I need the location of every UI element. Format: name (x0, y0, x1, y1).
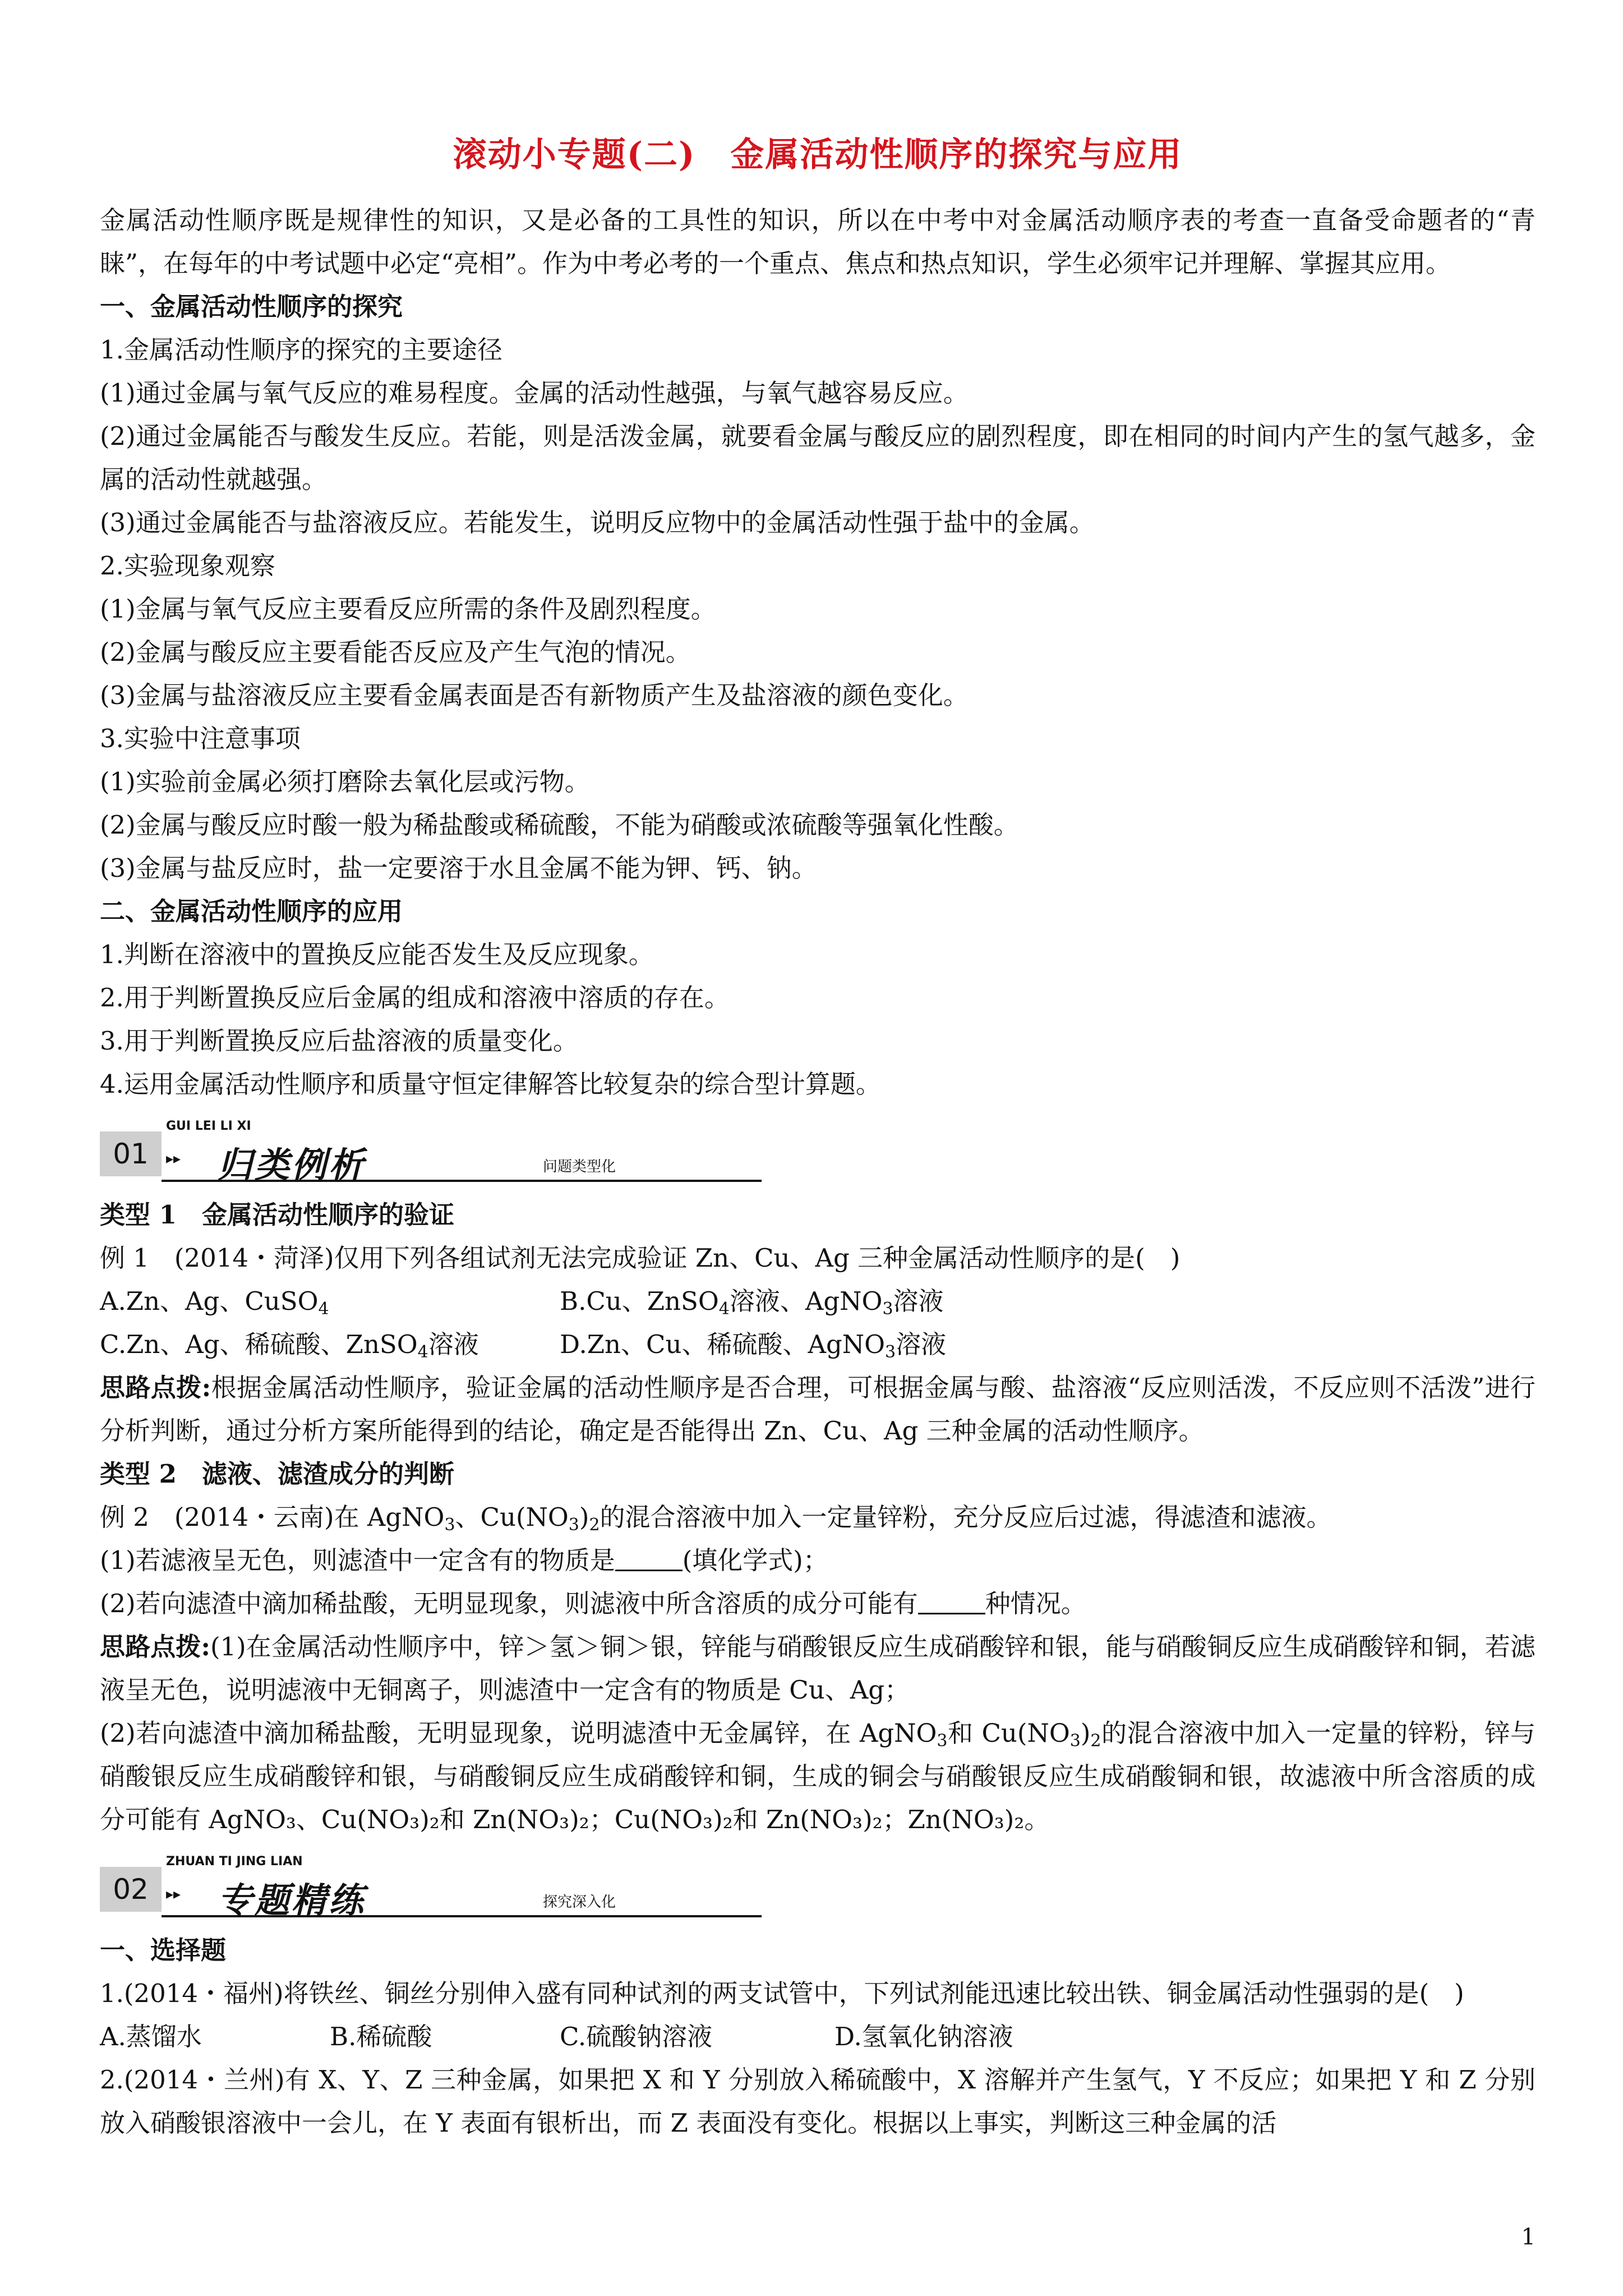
example1-question: 例 1 (2014・菏泽)仅用下列各组试剂无法完成验证 Zn、Cu、Ag 三种金属活动性顺序的是( ) (100, 1243, 1181, 1273)
practice-heading: 一、选择题 (100, 1935, 227, 1965)
example1-options-row2 (100, 1323, 1536, 1366)
page-title: 滚动小专题(二) 金属活动性顺序的探究与应用 (453, 135, 1183, 174)
intro-paragraph: 金属活动性顺序既是规律性的知识，又是必备的工具性的知识，所以在中考中对金属活动顺序表的考查一直备受命题者的“青睐”，在每年的中考试题中必定“亮相”。作为中考必考的一个重点、焦点和热点知识，学生必须牢记并理解、掌握其应用。 (100, 205, 1536, 278)
section1-sub3-item: (1)实验前金属必须打磨除去氧化层或污物。 (100, 767, 590, 797)
section1-sub1-item: (1)通过金属与氧气反应的难易程度。金属的活动性越强，与氧气越容易反应。 (100, 378, 969, 408)
answer-blank (918, 1590, 985, 1614)
option-d: D.Zn、Cu、稀硫酸、AgNO$_3$溶液 (560, 1329, 947, 1362)
section1-sub1-item: (3)通过金属能否与盐溶液反应。若能发生，说明反应物中的金属活动性强于盐中的金属。 (100, 508, 1095, 537)
example2-question: 例 2 (2014・云南)在 AgNO$_3$、$Cu(NO_3)_2$的混合溶液中加入一定量锌粉，充分反应后过滤，得滤渣和滤液。 (100, 1502, 1332, 1535)
option-d: D.氢氧化钠溶液 (834, 2022, 1013, 2051)
section2-item: 3.用于判断置换反应后盐溶液的质量变化。 (100, 1026, 578, 1056)
practice-question-2: 2.(2014・兰州)有 X、Y、Z 三种金属，如果把 X 和 Y 分别放入稀硫酸中，X 溶解并产生氢气，Y 不反应；如果把 Y 和 Z 分别放入硝酸银溶液中一会儿，在 Y 表面有银析出，而 Z 表面没有变化。根据以上事实，判断这三种金属的活 (100, 2065, 1536, 2138)
banner-tag: 探究深入化 (543, 1894, 616, 1911)
answer-blank (615, 1547, 683, 1571)
section1-sub1: 1.金属活动性顺序的探究的主要途径 (100, 335, 502, 365)
option-a: A.蒸馏水 (100, 2022, 202, 2051)
practice-question-1: 1.(2014・福州)将铁丝、铜丝分别伸入盛有同种试剂的两支试管中，下列试剂能迅速比较出铁、铜金属活动性强弱的是( ) (100, 1978, 1464, 2008)
example2-hint-2: (2)若向滤渣中滴加稀盐酸，无明显现象，说明滤渣中无金属锌，在 AgNO$_3$和 $Cu(NO_3)_2$的混合溶液中加入一定量的锌粉，锌与硝酸银反应生成硝酸锌和银，与硝酸铜反应生成硝酸锌和铜，生成的铜会与硝酸银反应生成硝酸铜和银，故滤液中所含溶质的成分可能有 AgNO₃、Cu(NO₃)₂和 Zn(NO₃)₂；Cu(NO₃)₂和 Zn(NO₃)₂；Zn(NO₃)₂。 (100, 1718, 1536, 1834)
banner-tag: 问题类型化 (543, 1158, 616, 1175)
document-page (100, 118, 1536, 2145)
section1-sub3: 3.实验中注意事项 (100, 724, 301, 753)
section1-sub2-item: (2)金属与酸反应主要看能否反应及产生气泡的情况。 (100, 637, 691, 667)
banner-pinyin: GUI LEI LI XI (166, 1119, 251, 1133)
section2-heading: 二、金属活动性顺序的应用 (100, 896, 403, 926)
page-number: 1 (1521, 2224, 1536, 2250)
section1-sub2-item: (1)金属与氧气反应主要看反应所需的条件及剧烈程度。 (100, 594, 716, 624)
type1-heading: 类型 1 金属活动性顺序的验证 (100, 1200, 454, 1230)
option-c: C.Zn、Ag、稀硫酸、ZnSO$_4$溶液 (100, 1329, 479, 1362)
hint-text: (1)在金属活动性顺序中，锌＞氢＞铜＞银，锌能与硝酸银反应生成硝酸锌和银，能与硝酸铜反应生成硝酸锌和铜，若滤液呈无色，说明滤液中无铜离子，则滤渣中一定含有的物质是 Cu、Ag； (100, 1632, 1536, 1705)
section2-item: 4.运用金属活动性顺序和质量守恒定律解答比较复杂的综合型计算题。 (100, 1069, 881, 1099)
option-b: B.稀硫酸 (330, 2022, 432, 2051)
example2-hint-1 (100, 1625, 1536, 1711)
option-a: A.Zn、Ag、CuSO$_4$ (100, 1286, 329, 1319)
section1-sub2: 2.实验现象观察 (100, 551, 275, 581)
example2-subquestion-1: (1)若滤液呈无色，则滤渣中一定含有的物质是 (填化学式)； (100, 1545, 828, 1575)
example2-subquestion-2: (2)若向滤渣中滴加稀盐酸，无明显现象，则滤液中所含溶质的成分可能有 种情况。 (100, 1589, 1086, 1618)
banner-number: 01 (100, 1131, 162, 1176)
example1-options-row1 (100, 1280, 1536, 1323)
banner-number: 02 (100, 1867, 162, 1912)
hint-label: 思路点拨: (100, 1373, 211, 1402)
section1-sub3-item: (3)金属与盐反应时，盐一定要溶于水且金属不能为钾、钙、钠。 (100, 853, 817, 883)
double-arrow-icon: ▸▸ (166, 1886, 181, 1903)
hint-text: 根据金属活动性顺序，验证金属的活动性顺序是否合理，可根据金属与酸、盐溶液“反应则活泼，不反应则不活泼”进行分析判断，通过分析方案所能得到的结论，确定是否能得出 Zn、Cu、Ag 三种金属的活动性顺序。 (100, 1373, 1536, 1446)
type2-heading: 类型 2 滤液、滤渣成分的判断 (100, 1459, 454, 1489)
banner-rule (162, 1915, 762, 1917)
section2-item: 2.用于判断置换反应后金属的组成和溶液中溶质的存在。 (100, 983, 730, 1013)
banner-name: 专题精练 (218, 1880, 366, 1921)
section1-heading: 一、金属活动性顺序的探究 (100, 292, 403, 321)
section1-sub3-item: (2)金属与酸反应时酸一般为稀盐酸或稀硫酸，不能为硝酸或浓硫酸等强氧化性酸。 (100, 810, 1019, 840)
practice-question-1-options (100, 2015, 1536, 2058)
section-banner-02 (100, 1844, 762, 1921)
section-banner-01 (100, 1109, 762, 1185)
section2-item: 1.判断在溶液中的置换反应能否发生及反应现象。 (100, 940, 654, 969)
hint-label: 思路点拨: (100, 1632, 210, 1662)
option-b: B.Cu、ZnSO$_4$溶液、AgNO$_3$溶液 (560, 1286, 944, 1319)
section1-sub1-item: (2)通过金属能否与酸发生反应。若能，则是活泼金属，就要看金属与酸反应的剧烈程度，即在相同的时间内产生的氢气越多，金属的活动性就越强。 (100, 421, 1536, 494)
banner-rule (162, 1180, 762, 1182)
banner-pinyin: ZHUAN TI JING LIAN (166, 1855, 303, 1869)
option-c: C.硫酸钠溶液 (560, 2022, 713, 2051)
double-arrow-icon: ▸▸ (166, 1151, 181, 1167)
banner-name: 归类例析 (218, 1144, 366, 1185)
section1-sub2-item: (3)金属与盐溶液反应主要看金属表面是否有新物质产生及盐溶液的颜色变化。 (100, 680, 969, 710)
example1-hint (100, 1366, 1536, 1452)
